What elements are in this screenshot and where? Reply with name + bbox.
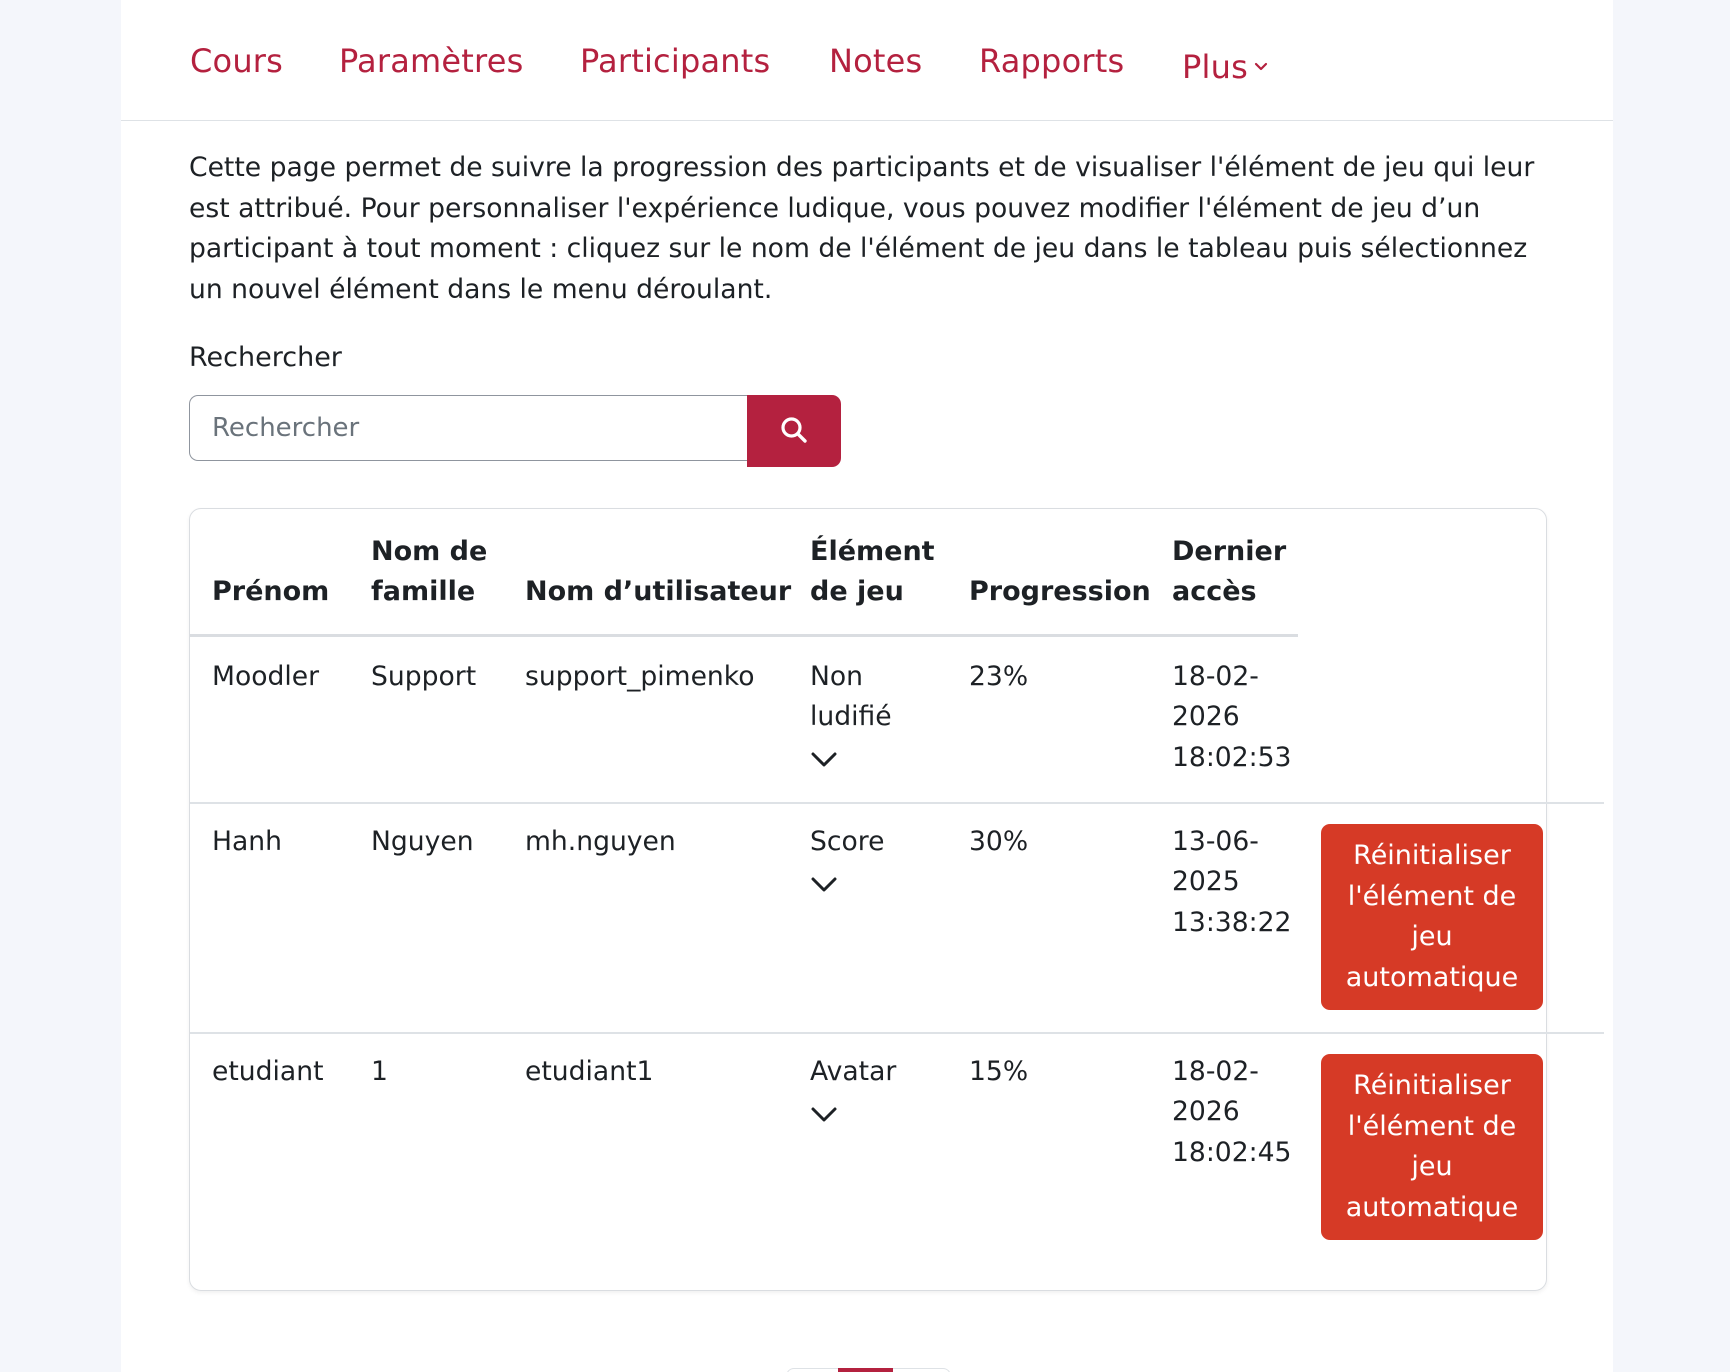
cell-firstname: etudiant (212, 1056, 324, 1087)
cell-lastaccess-line3: 18:02:45 (1172, 1137, 1292, 1168)
row-divider (190, 802, 1604, 804)
participants-table (189, 508, 1547, 1291)
nav-tab-parametres[interactable]: Paramètres (339, 42, 524, 80)
search-label: Rechercher (189, 342, 342, 373)
header-lastaccess-line1: Dernier (1172, 536, 1287, 567)
reset-game-element-button[interactable]: Réinitialiser l'élément de jeu automatique (1321, 824, 1543, 1010)
intro-description: Cette page permet de suivre la progression des participants et de visualiser l'élément de jeu qui leur est attribué. Pour personnaliser l'expérience ludique, vous pouvez modifier l'élément de jeu d’un participant à tout moment : cliquez sur le nom de l'élément de jeu dans le tableau puis sélectionnez un nouvel élément dans le menu déroulant. (189, 152, 1535, 305)
cell-lastaccess-line3: 18:02:53 (1172, 742, 1292, 773)
header-progress: Progression (969, 576, 1151, 607)
cell-firstname: Moodler (212, 661, 320, 692)
nav-tab-notes[interactable]: Notes (829, 42, 923, 80)
header-username: Nom d’utilisateur (525, 576, 792, 607)
cell-game-element-line1[interactable]: Non (810, 661, 864, 692)
header-lastname-line2: famille (371, 576, 476, 607)
cell-lastname: Support (371, 661, 477, 692)
cell-username: support_pimenko (525, 661, 755, 692)
search-icon (779, 415, 809, 448)
cell-username: etudiant1 (525, 1056, 654, 1087)
reset-game-element-button[interactable]: Réinitialiser l'élément de jeu automatique (1321, 1054, 1543, 1240)
cell-username: mh.nguyen (525, 826, 676, 857)
nav-tab-participants[interactable]: Participants (580, 42, 771, 80)
chevron-down-icon[interactable] (810, 1105, 838, 1125)
cell-lastaccess-line1: 18-02- (1172, 1056, 1259, 1087)
search-input[interactable] (189, 395, 749, 461)
header-firstname: Prénom (212, 576, 330, 607)
cell-lastaccess-line2: 2026 (1172, 1096, 1240, 1127)
search-button[interactable] (747, 395, 841, 467)
cell-lastname: 1 (371, 1056, 388, 1087)
cell-game-element[interactable]: Score (810, 826, 885, 857)
chevron-down-icon[interactable] (810, 875, 838, 895)
header-divider (190, 634, 1298, 637)
nav-tab-rapports[interactable]: Rapports (979, 42, 1125, 80)
row-divider (190, 1032, 1604, 1034)
header-element-line2: de jeu (810, 576, 904, 607)
cell-lastaccess-line1: 13-06- (1172, 826, 1259, 857)
cell-game-element-line2[interactable]: ludifié (810, 701, 892, 732)
header-element-line1: Élément (810, 536, 935, 567)
cell-lastname: Nguyen (371, 826, 474, 857)
cell-firstname: Hanh (212, 826, 283, 857)
cell-lastaccess-line3: 13:38:22 (1172, 907, 1292, 938)
cell-progress: 15% (969, 1056, 1029, 1087)
cell-lastaccess-line1: 18-02- (1172, 661, 1259, 692)
cell-progress: 30% (969, 826, 1029, 857)
chevron-down-icon (1254, 42, 1268, 80)
header-lastname-line1: Nom de (371, 536, 488, 567)
pagination-active-page[interactable] (838, 1368, 893, 1372)
cell-lastaccess-line2: 2026 (1172, 701, 1240, 732)
nav-more-label: Plus (1182, 48, 1248, 86)
header-lastaccess-line2: accès (1172, 576, 1257, 607)
chevron-down-icon[interactable] (810, 750, 838, 770)
page-container (121, 0, 1613, 1372)
nav-tab-cours[interactable]: Cours (190, 42, 284, 80)
cell-lastaccess-line2: 2025 (1172, 866, 1240, 897)
cell-progress: 23% (969, 661, 1029, 692)
nav-more-menu[interactable] (1182, 42, 1268, 86)
secondary-navigation (121, 0, 1613, 121)
cell-game-element[interactable]: Avatar (810, 1056, 897, 1087)
